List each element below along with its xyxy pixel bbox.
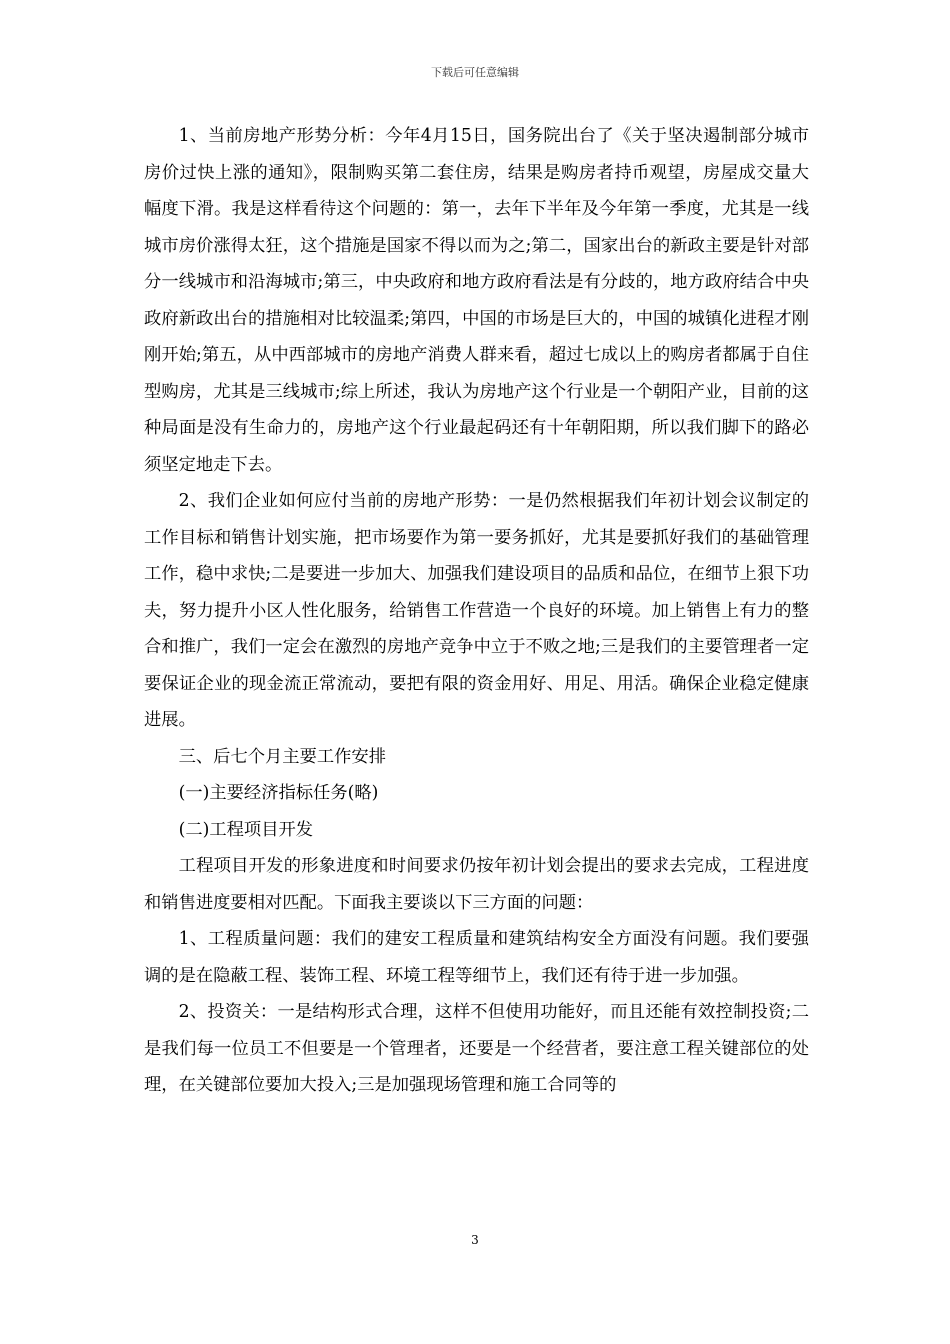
- paragraph-quality: 1、工程质量问题：我们的建安工程质量和建筑结构安全方面没有问题。我们要强调的是在隐蔽工程、装饰工程、环境工程等细节上，我们还有待于进一步加强。: [144, 929, 809, 986]
- paragraph-project-schedule: 工程项目开发的形象进度和时间要求仍按年初计划会提出的要求去完成，工程进度和销售进度要相对匹配。下面我主要谈以下三方面的问题：: [144, 856, 809, 913]
- page-number: 3: [471, 1233, 479, 1247]
- subheading-project-development: (二)工程项目开发: [178, 819, 314, 840]
- paragraph-investment: 2、投资关：一是结构形式合理，这样不但使用功能好，而且还能有效控制投资;二是我们每一位员工不但要是一个管理者，还要是一个经营者，要注意工程关键部位的处理，在关键部位要加大投入;三是加强现场管理和施工合同等的: [144, 1002, 809, 1095]
- document-body: [144, 118, 809, 1104]
- paragraph-company-response: 2、我们企业如何应付当前的房地产形势：一是仍然根据我们年初计划会议制定的工作目标和销售计划实施，把市场要作为第一要务抓好，尤其是要抓好我们的基础管理工作，稳中求快;二是要进一步加大、加强我们建设项目的品质和品位，在细节上狠下功夫，努力提升小区人性化服务，给销售工作营造一个良好的环境。加上销售上有力的整合和推广，我们一定会在激烈的房地产竞争中立于不败之地;三是我们的主要管理者一定要保证企业的现金流正常流动，要把有限的资金用好、用足、用活。确保企业稳定健康进展。: [144, 491, 809, 730]
- section-heading-work-plan: 三、后七个月主要工作安排: [178, 746, 386, 767]
- subheading-economic-targets: (一)主要经济指标任务(略): [178, 783, 379, 803]
- page-header: 下载后可任意编辑: [431, 66, 519, 79]
- paragraph-market-analysis: 1、当前房地产形势分析：今年4月15日，国务院出台了《关于坚决遏制部分城市房价过快上涨的通知》，限制购买第二套住房，结果是购房者持币观望，房屋成交量大幅度下滑。我是这样看待这个问题的：第一，去年下半年及今年第一季度，尤其是一线城市房价涨得太狂，这个措施是国家不得以而为之;第二，国家出台的新政主要是针对部分一线城市和沿海城市;第三，中央政府和地方政府看法是有分歧的，地方政府结合中央政府新政出台的措施相对比较温柔;第四，中国的市场是巨大的，中国的城镇化进程才刚刚开始;第五，从中西部城市的房地产消费人群来看，超过七成以上的购房者都属于自住型购房，尤其是三线城市;综上所述，我认为房地产这个行业是一个朝阳产业，目前的这种局面是没有生命力的，房地产这个行业最起码还有十年朝阳期，所以我们脚下的路必须坚定地走下去。: [144, 126, 809, 475]
